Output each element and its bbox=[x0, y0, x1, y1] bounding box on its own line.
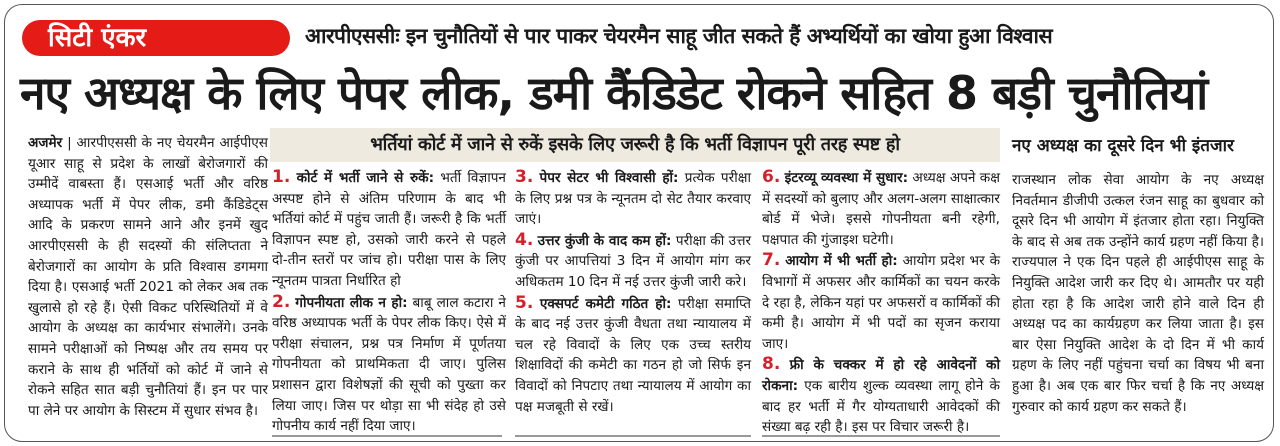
point-number: 7. bbox=[762, 250, 781, 271]
point-title: एक्सपर्ट कमेटी गठित हो: bbox=[539, 295, 672, 312]
point-text: आयोग प्रदेश भर के विभागों में अफसर और कार्मिकों का चयन करके दे रहा है, लेकिन यहां पर अफसरों व कार्मिकों की कमी है। आयोग में भी पदों का सृजन कराया जाए। bbox=[762, 253, 1001, 352]
point-text: परीक्षा की उत्तर कुंजी पर आपत्तियां 3 दिन में आयोग मांग कर अधिकतम 10 दिन में नई उत्तर कुंजी जारी करे। bbox=[515, 232, 752, 290]
point-title: फ्री के चक्कर में हो रहे आवेदनों को रोकना: bbox=[762, 357, 1000, 394]
point-number: 5. bbox=[515, 292, 534, 313]
point-number: 3. bbox=[515, 167, 534, 187]
column-divider bbox=[272, 435, 502, 437]
point-title: आयोग में भी भर्ती हो: bbox=[785, 253, 898, 270]
point-6 bbox=[762, 167, 1000, 250]
point-title: कोर्ट में भर्ती जाने से रुकें: bbox=[296, 170, 435, 186]
point-title: पेपर सेटर भी विश्वासी हों: bbox=[539, 170, 679, 186]
point-number: 1. bbox=[272, 167, 291, 187]
section-label: सिटी एंकर bbox=[22, 20, 290, 56]
headline: नए अध्यक्ष के लिए पेपर लीक, डमी कैंडिडेट रोकने सहित 8 बड़ी चुनौतियां bbox=[20, 66, 1208, 120]
point-text: बाबू लाल कटारा ने वरिष्ठ अध्यापक भर्ती के पेपर लीक किए। ऐसे में परीक्षा संचालन, प्रश्न पत्र निर्माण में पूर्णतया गोपनीयता को प्राथमिकता दी जाए। पुलिस प्रशासन द्वारा विशेषज्ञों की सूची को पुख्ता कर लिया जाए। जिस पर थोड़ा सा भी संदेह हो उसे गोपनीय कार्य नहीं दिया जाए। bbox=[272, 294, 506, 435]
point-1 bbox=[272, 167, 506, 292]
point-7 bbox=[762, 250, 1000, 354]
points-column-3 bbox=[762, 167, 1000, 438]
dateline: अजमेर bbox=[28, 135, 63, 151]
point-4 bbox=[515, 230, 751, 293]
point-title: गोपनीयता लीक न हो: bbox=[295, 294, 408, 311]
points-column-1 bbox=[272, 167, 506, 437]
point-title: इंटरव्यू व्यवस्था में सुधार: bbox=[784, 170, 909, 186]
point-title: उत्तर कुंजी के वाद कम हों: bbox=[537, 232, 672, 249]
point-2 bbox=[272, 292, 506, 437]
point-text: प्रत्येक परीक्षा के लिए प्रश्न पत्र के न्यूनतम दो सेट तैयार करवाए जाएं। bbox=[515, 170, 751, 228]
point-5 bbox=[515, 293, 751, 418]
sidebar-text: राजस्थान लोक सेवा आयोग के नए अध्यक्ष निवर्तमान डीजीपी उत्कल रंजन साहू का बुधवार को दूसरे दिन भी आयोग में इंतजार होता रहा। नियुक्ति के बाद से अब तक उन्होंने कार्य ग्रहण नहीं किया है। राज्यपाल ने एक दिन पहले ही आईपीएस साहू के नियुक्ति आदेश जारी कर दिए थे। आमतौर पर यही होता रहा है कि आदेश जारी होने वाले दिन ही अध्यक्ष पद का कार्यग्रहण कर लिया जाता है। इस बार ऐसा नियुक्ति आदेश के दो दिन में भी कार्य ग्रहण के लिए नहीं पहुंचना चर्चा का विषय भी बना हुआ है। अब एक बार फिर चर्चा है कि नए अध्यक्ष गुरुवार को कार्य ग्रहण कर सकते हैं। bbox=[1012, 172, 1264, 415]
subheadline: भर्तियां कोर्ट में जाने से रुकें इसके लिए जरूरी है कि भर्ती विज्ञापन पूरी तरह स्पष्ट हो bbox=[270, 128, 1000, 162]
point-text: एक बारीय शुल्क व्यवस्था लागू होने के बाद हर भर्ती में गैर योग्यताधारी आवेदकों की संख्या बढ़ रही है। इस पर विचार जरूरी है। bbox=[762, 377, 1000, 436]
point-number: 8. bbox=[762, 354, 781, 375]
point-number: 2. bbox=[272, 291, 291, 312]
column-divider bbox=[762, 435, 1000, 437]
point-3 bbox=[515, 167, 751, 230]
sidebar-title: नए अध्यक्ष का दूसरे दिन भी इंतजार bbox=[1012, 136, 1234, 156]
intro-text: आरपीएससी के नए चेयरमैन आईपीएस यूआर साहू से प्रदेश के लाखों बेरोजगारों की उम्मीदें वाबस्ता हैं। एसआई भर्ती और वरिष्ठ अध्यापक भर्ती में पेपर लीक, डमी कैंडिडेट्स आदि के प्रकरण सामने आने और इनमें खुद आरपीएससी के ही सदस्यों की संलिप्तता ने बेरोजगारों का आयोग के प्रति विश्वास डगमगा दिया है। एसआई भर्ती 2021 को लेकर अब तक खुलासे हो रहे हैं। ऐसी विकट परिस्थितियों में वे आयोग के अध्यक्ष का कार्यभार संभालेंगे। उनके सामने परीक्षाओं को निष्पक्ष और तय समय पर कराने के साथ ही भर्तियों को कोर्ट में जाने से रोकने सहित सात बड़ी चुनौतियां हैं। इन पर पार पा लेने पर आयोग के सिस्टम में सुधार संभव है। bbox=[28, 135, 268, 419]
intro-column bbox=[28, 133, 268, 421]
point-text: भर्ती विज्ञापन अस्पष्ट होने से अंतिम परिणाम के बाद भी भर्तियां कोर्ट में पहुंच जाती हैं। जरूरी है कि भर्ती विज्ञापन स्पष्ट हो, उसको जारी करने से पहले दो-तीन स्तरों पर जांच हो। परीक्षा पास के लिए न्यूनतम पात्रता निर्धारित हो bbox=[272, 170, 506, 289]
dateline-separator: | bbox=[67, 135, 72, 151]
points-column-2 bbox=[515, 167, 751, 417]
point-text: अध्यक्ष अपने कक्ष में सदस्यों को बुलाए और अलग-अलग साक्षात्कार बोर्ड में भेजे। इससे गोपनीयता बनी रहेगी, पक्षपात की गुंजाइश घटेगी। bbox=[762, 170, 1000, 248]
kicker: आरपीएससीः इन चुनौतियों से पार पाकर चेयरमैन साहू जीत सकते हैं अभ्यर्थियों का खोया हुआ विश्वास bbox=[305, 24, 1053, 48]
point-number: 4. bbox=[515, 229, 534, 250]
point-text: परीक्षा समाप्ति के बाद नई उत्तर कुंजी वैधता तथा न्यायालय में चल रहे विवादों के लिए एक उच्च स्तरीय शिक्षाविदों की कमेटी का गठन हो जो सिर्फ इन विवादों को निपटाए तथा न्यायालय में आयोग का पक्ष मजबूती से रखें। bbox=[515, 295, 751, 415]
column-divider bbox=[515, 435, 751, 437]
point-number: 6. bbox=[762, 167, 781, 187]
point-8 bbox=[762, 354, 1000, 437]
